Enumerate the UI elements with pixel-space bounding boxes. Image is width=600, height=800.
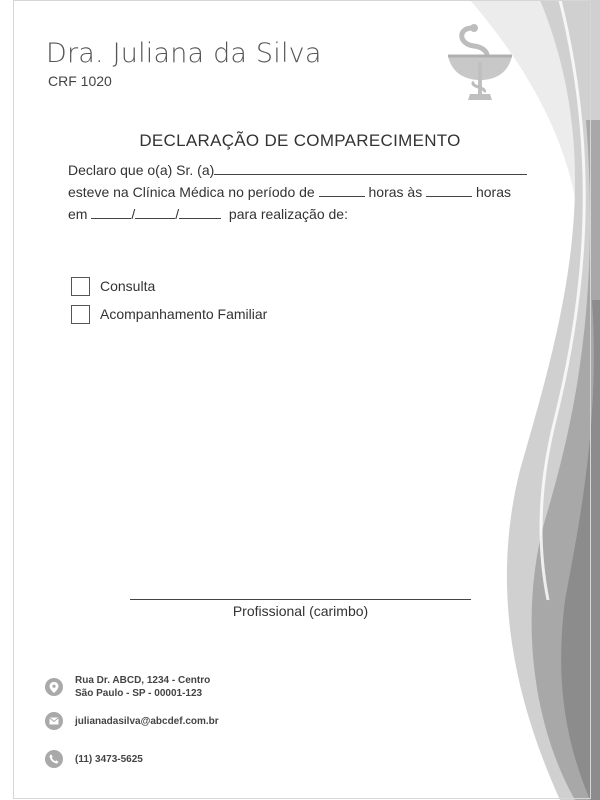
date-year-blank[interactable] (179, 204, 221, 219)
date-month-blank[interactable] (135, 204, 175, 219)
signature-label: Profissional (carimbo) (232, 603, 369, 619)
declaration-line-2-text-a: esteve na Clínica Médica no período de (68, 184, 319, 200)
contact-address (45, 674, 210, 700)
declaration-line-1 (68, 159, 538, 181)
address-line-2: São Paulo - SP - 00001-123 (75, 688, 203, 699)
phone-text[interactable]: (11) 3473-5625 (75, 753, 143, 765)
email-icon (45, 712, 63, 730)
consulta-label: Consulta (100, 278, 156, 294)
patient-name-blank[interactable] (214, 160, 527, 175)
document-title (0, 131, 600, 151)
option-acompanhamento[interactable] (71, 303, 267, 325)
phone-icon (45, 750, 63, 768)
doctor-name: Dra. Juliana da Silva (46, 38, 322, 69)
email-text[interactable]: julianadasilva@abcdef.com.br (75, 715, 219, 727)
address-line-1: Rua Dr. ABCD, 1234 - Centro (75, 675, 211, 686)
date-separator-1: / (131, 206, 136, 222)
consulta-checkbox[interactable] (71, 277, 90, 296)
declaration-line-3-suffix: para realização de: (221, 206, 348, 222)
date-day-blank[interactable] (91, 204, 131, 219)
declaration-line-3 (68, 203, 538, 225)
declaration-line-1-text: Declaro que o(a) Sr. (a) (68, 162, 215, 178)
address-text (75, 674, 210, 700)
declaration-line-2 (68, 181, 538, 203)
contact-phone (45, 750, 143, 768)
start-time-blank[interactable] (319, 182, 365, 197)
contact-email (45, 712, 219, 730)
end-time-blank[interactable] (426, 182, 472, 197)
document-title-text: DECLARAÇÃO DE COMPARECIMENTO (139, 131, 461, 150)
acompanhamento-label: Acompanhamento Familiar (100, 306, 268, 322)
acompanhamento-checkbox[interactable] (71, 305, 90, 324)
date-separator-2: / (175, 206, 180, 222)
crf-number: CRF 1020 (48, 73, 112, 89)
declaration-body (68, 159, 538, 225)
declaration-line-3-prefix: em (68, 206, 92, 222)
bowl-of-hygieia-icon (444, 22, 516, 106)
declaration-line-2-text-c: horas (472, 184, 512, 200)
signature-line[interactable] (130, 599, 471, 600)
location-pin-icon (45, 678, 63, 696)
declaration-line-2-text-b: horas às (364, 184, 427, 200)
option-consulta[interactable] (71, 275, 155, 297)
